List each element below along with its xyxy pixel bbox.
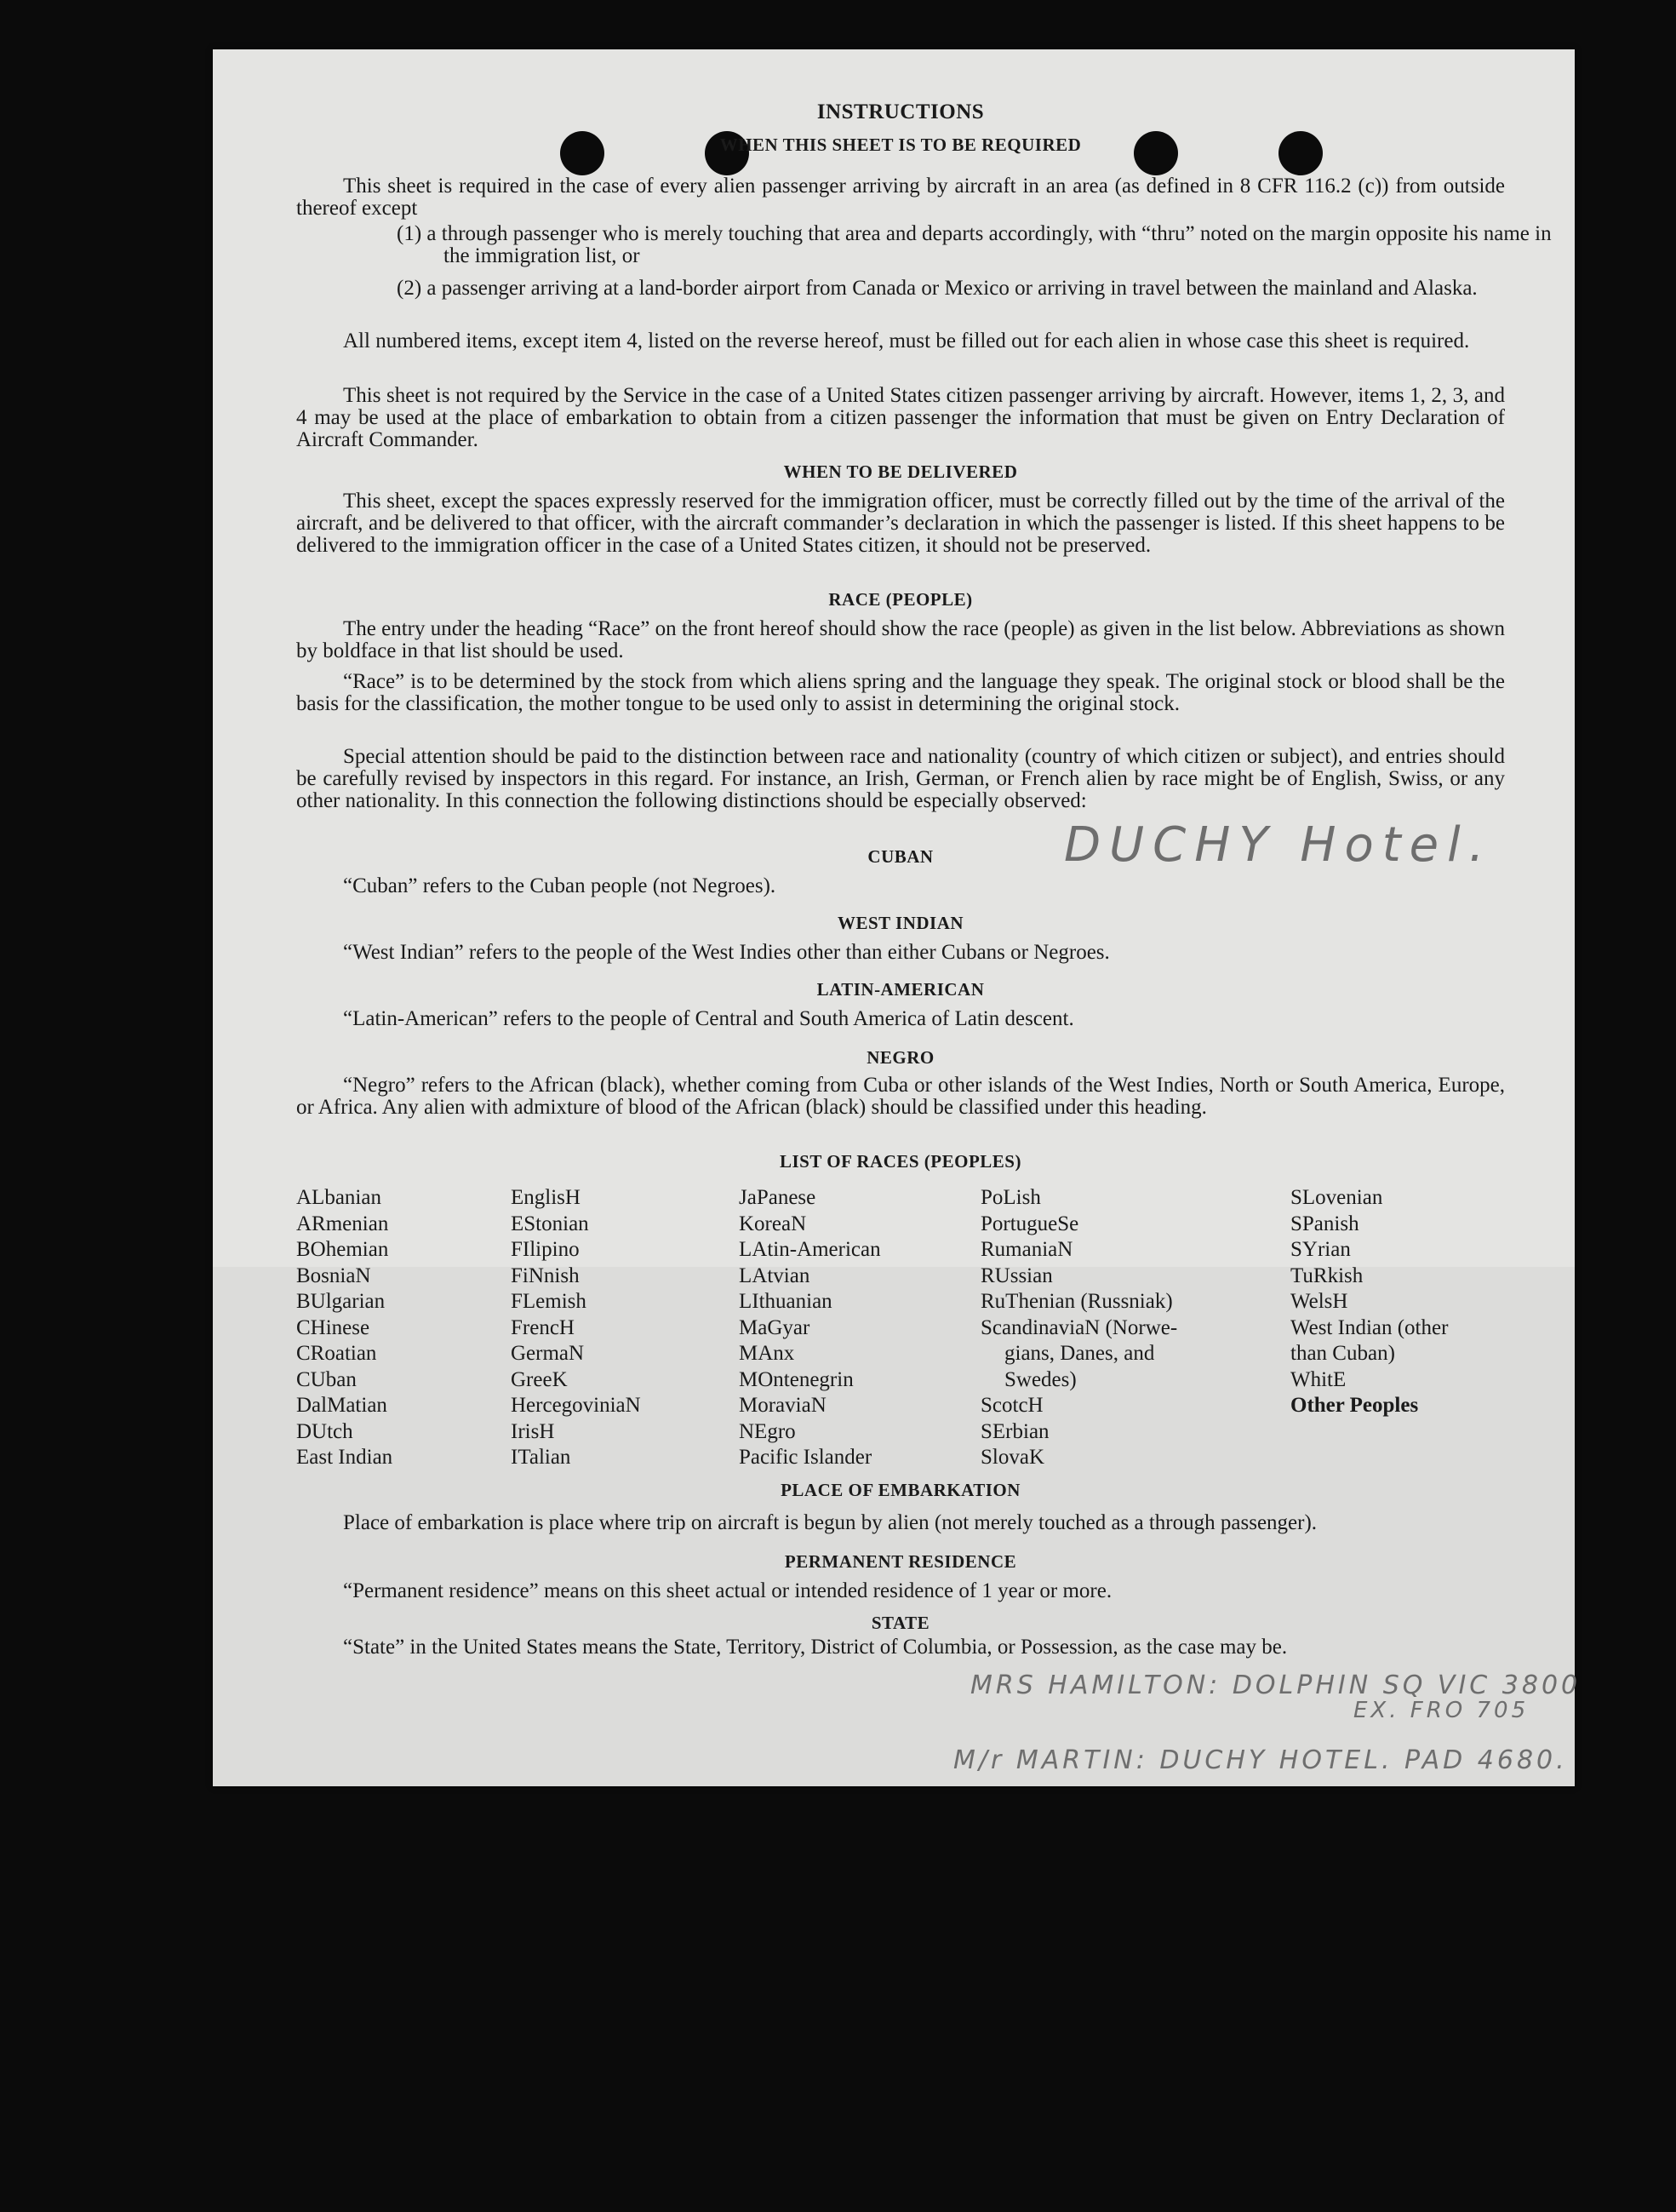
paragraph: This sheet is required in the case of every alien passenger arriving by aircraft in an area (as defined in 8 CFR 116.2 (c)) from outside thereof except bbox=[296, 175, 1505, 220]
list-item: ScandinaviaN (Norwe- bbox=[981, 1315, 1178, 1339]
section-heading: WEST INDIAN bbox=[837, 913, 964, 933]
race-column bbox=[739, 1185, 881, 1471]
page-title: INSTRUCTIONS bbox=[816, 100, 985, 123]
paragraph: All numbered items, except item 4, listed on the reverse hereof, must be filled out for each alien in whose case this sheet is required. bbox=[343, 330, 1470, 352]
list-item: DalMatian bbox=[296, 1394, 387, 1417]
list-item: CHinese bbox=[296, 1315, 370, 1339]
list-item: SErbian bbox=[981, 1419, 1050, 1443]
list-item: Swedes) bbox=[1004, 1367, 1077, 1391]
paragraph: “Negro” refers to the African (black), whether coming from Cuba or other islands of the West Indies, North or South America, Europe, or Africa. Any alien with admixture of blood of the African (black) should be classified under this heading. bbox=[296, 1074, 1505, 1119]
list-item: IrisH bbox=[511, 1419, 555, 1443]
section-heading: CUBAN bbox=[867, 846, 934, 867]
list-item: FiNnish bbox=[511, 1264, 580, 1287]
list-item: PoLish bbox=[981, 1186, 1041, 1209]
section-heading: WHEN THIS SHEET IS TO BE REQUIRED bbox=[719, 135, 1082, 155]
list-item: GreeK bbox=[511, 1367, 568, 1391]
section-heading: LIST OF RACES (PEOPLES) bbox=[780, 1151, 1021, 1172]
list-item: (2) a passenger arriving at a land-border airport from Canada or Mexico or arriving in travel between the mainland and Alaska. bbox=[397, 277, 1478, 300]
list-item: FIlipino bbox=[511, 1238, 580, 1261]
list-item: MAnx bbox=[739, 1342, 795, 1365]
section-heading: WHEN TO BE DELIVERED bbox=[783, 461, 1018, 482]
list-item: BosniaN bbox=[296, 1264, 371, 1287]
list-item: Pacific Islander bbox=[739, 1446, 872, 1469]
list-item: WhitE bbox=[1290, 1367, 1347, 1391]
list-item: FLemish bbox=[511, 1290, 586, 1313]
section-heading: STATE bbox=[871, 1613, 930, 1633]
handwritten-note: EX. FRO 705 bbox=[1353, 1698, 1530, 1723]
list-item: TuRkish bbox=[1290, 1264, 1364, 1287]
list-item: BOhemian bbox=[296, 1238, 389, 1261]
list-item: GermaN bbox=[511, 1342, 585, 1365]
paragraph: Special attention should be paid to the distinction between race and nationality (country of which citizen or subject), and entries should be carefully revised by inspectors in this regard. For instance, an Irish, German, or French alien by race might be of English, Swiss, or any other nationality. In this connection the following distinctions should be especially observed: bbox=[296, 745, 1505, 812]
list-item: Other Peoples bbox=[1290, 1394, 1419, 1417]
paragraph: Place of embarkation is place where trip on aircraft is begun by alien (not merely touched as a through passenger). bbox=[343, 1511, 1318, 1534]
section-heading: LATIN-AMERICAN bbox=[816, 979, 985, 1000]
list-item: RumaniaN bbox=[981, 1238, 1073, 1261]
list-item: MoraviaN bbox=[739, 1394, 827, 1417]
paragraph: “West Indian” refers to the people of the West Indies other than either Cubans or Negroes. bbox=[343, 941, 1110, 964]
list-item: EStonian bbox=[511, 1212, 589, 1235]
section-heading: PERMANENT RESIDENCE bbox=[784, 1551, 1017, 1572]
paragraph: This sheet, except the spaces expressly reserved for the immigration officer, must be correctly filled out by the time of the arrival of the aircraft, and be delivered to that officer, with the aircraft commander’s declaration in which the passenger is listed. If this sheet happens to be delivered to the immigration officer in the case of a United States citizen, it should not be preserved. bbox=[296, 490, 1505, 557]
list-item: ScotcH bbox=[981, 1394, 1044, 1417]
handwritten-note: M/r MARTIN: DUCHY HOTEL. PAD 4680. bbox=[953, 1745, 1568, 1775]
list-item: MaGyar bbox=[739, 1315, 810, 1339]
list-item: LIthuanian bbox=[739, 1290, 832, 1313]
paragraph: “Permanent residence” means on this sheet actual or intended residence of 1 year or more. bbox=[343, 1579, 1113, 1602]
list-item: HercegoviniaN bbox=[511, 1394, 641, 1417]
list-item: DUtch bbox=[296, 1419, 353, 1443]
list-item: WelsH bbox=[1290, 1290, 1348, 1313]
list-item: ARmenian bbox=[296, 1212, 389, 1235]
list-item: PortugueSe bbox=[981, 1212, 1079, 1235]
paragraph: “State” in the United States means the State, Territory, District of Columbia, or Possession, as the case may be. bbox=[343, 1636, 1288, 1659]
section-heading: RACE (PEOPLE) bbox=[828, 589, 973, 610]
list-item: JaPanese bbox=[739, 1186, 816, 1209]
list-item: SPanish bbox=[1290, 1212, 1359, 1235]
list-item: LAtvian bbox=[739, 1264, 810, 1287]
list-item: CRoatian bbox=[296, 1342, 377, 1365]
handwritten-note: DUCHY Hotel. bbox=[1064, 817, 1493, 873]
list-item: NEgro bbox=[739, 1419, 796, 1443]
list-item: ALbanian bbox=[296, 1186, 381, 1209]
handwritten-note: MRS HAMILTON: DOLPHIN SQ VIC 3800 bbox=[970, 1670, 1582, 1700]
list-item: SLovenian bbox=[1290, 1186, 1383, 1209]
race-column bbox=[511, 1185, 641, 1471]
list-item: (1) a through passenger who is merely touching that area and departs accordingly, with “thru” noted on the margin opposite his name in the immigration list, or bbox=[397, 222, 1552, 267]
list-item: East Indian bbox=[296, 1446, 393, 1469]
race-column bbox=[1290, 1185, 1448, 1419]
list-item: MOntenegrin bbox=[739, 1367, 854, 1391]
list-item: FrencH bbox=[511, 1315, 575, 1339]
section-heading: PLACE OF EMBARKATION bbox=[781, 1480, 1021, 1500]
list-item: West Indian (other bbox=[1290, 1315, 1449, 1339]
list-item: than Cuban) bbox=[1290, 1342, 1395, 1365]
paragraph: “Race” is to be determined by the stock from which aliens spring and the language they speak. The original stock or blood shall be the basis for the classification, the mother tongue to be used only to assist in determining the original stock. bbox=[296, 670, 1505, 715]
list-item: ITalian bbox=[511, 1446, 571, 1469]
list-item: LAtin-American bbox=[739, 1238, 881, 1261]
paragraph: “Latin-American” refers to the people of Central and South America of Latin descent. bbox=[343, 1007, 1074, 1030]
list-item: RuThenian (Russniak) bbox=[981, 1290, 1173, 1313]
race-column bbox=[981, 1185, 1177, 1471]
list-item: RUssian bbox=[981, 1264, 1053, 1287]
paragraph: This sheet is not required by the Service in the case of a United States citizen passenger arriving by aircraft. However, items 1, 2, 3, and 4 may be used at the place of embarkation to obtain from a citizen passenger the information that must be given on Entry Declaration of Aircraft Commander. bbox=[296, 384, 1505, 451]
list-item: EnglisH bbox=[511, 1186, 581, 1209]
list-item: SYrian bbox=[1290, 1238, 1351, 1261]
paragraph: “Cuban” refers to the Cuban people (not Negroes). bbox=[343, 874, 776, 897]
list-item: gians, Danes, and bbox=[1004, 1342, 1155, 1365]
list-item: KoreaN bbox=[739, 1212, 807, 1235]
list-item: CUban bbox=[296, 1367, 357, 1391]
section-heading: NEGRO bbox=[867, 1047, 935, 1068]
paragraph: The entry under the heading “Race” on the front hereof should show the race (people) as given in the list below. Abbreviations as shown by boldface in that list should be used. bbox=[296, 617, 1505, 662]
list-item: SlovaK bbox=[981, 1446, 1044, 1469]
race-column bbox=[296, 1185, 392, 1471]
list-item: BUlgarian bbox=[296, 1290, 386, 1313]
